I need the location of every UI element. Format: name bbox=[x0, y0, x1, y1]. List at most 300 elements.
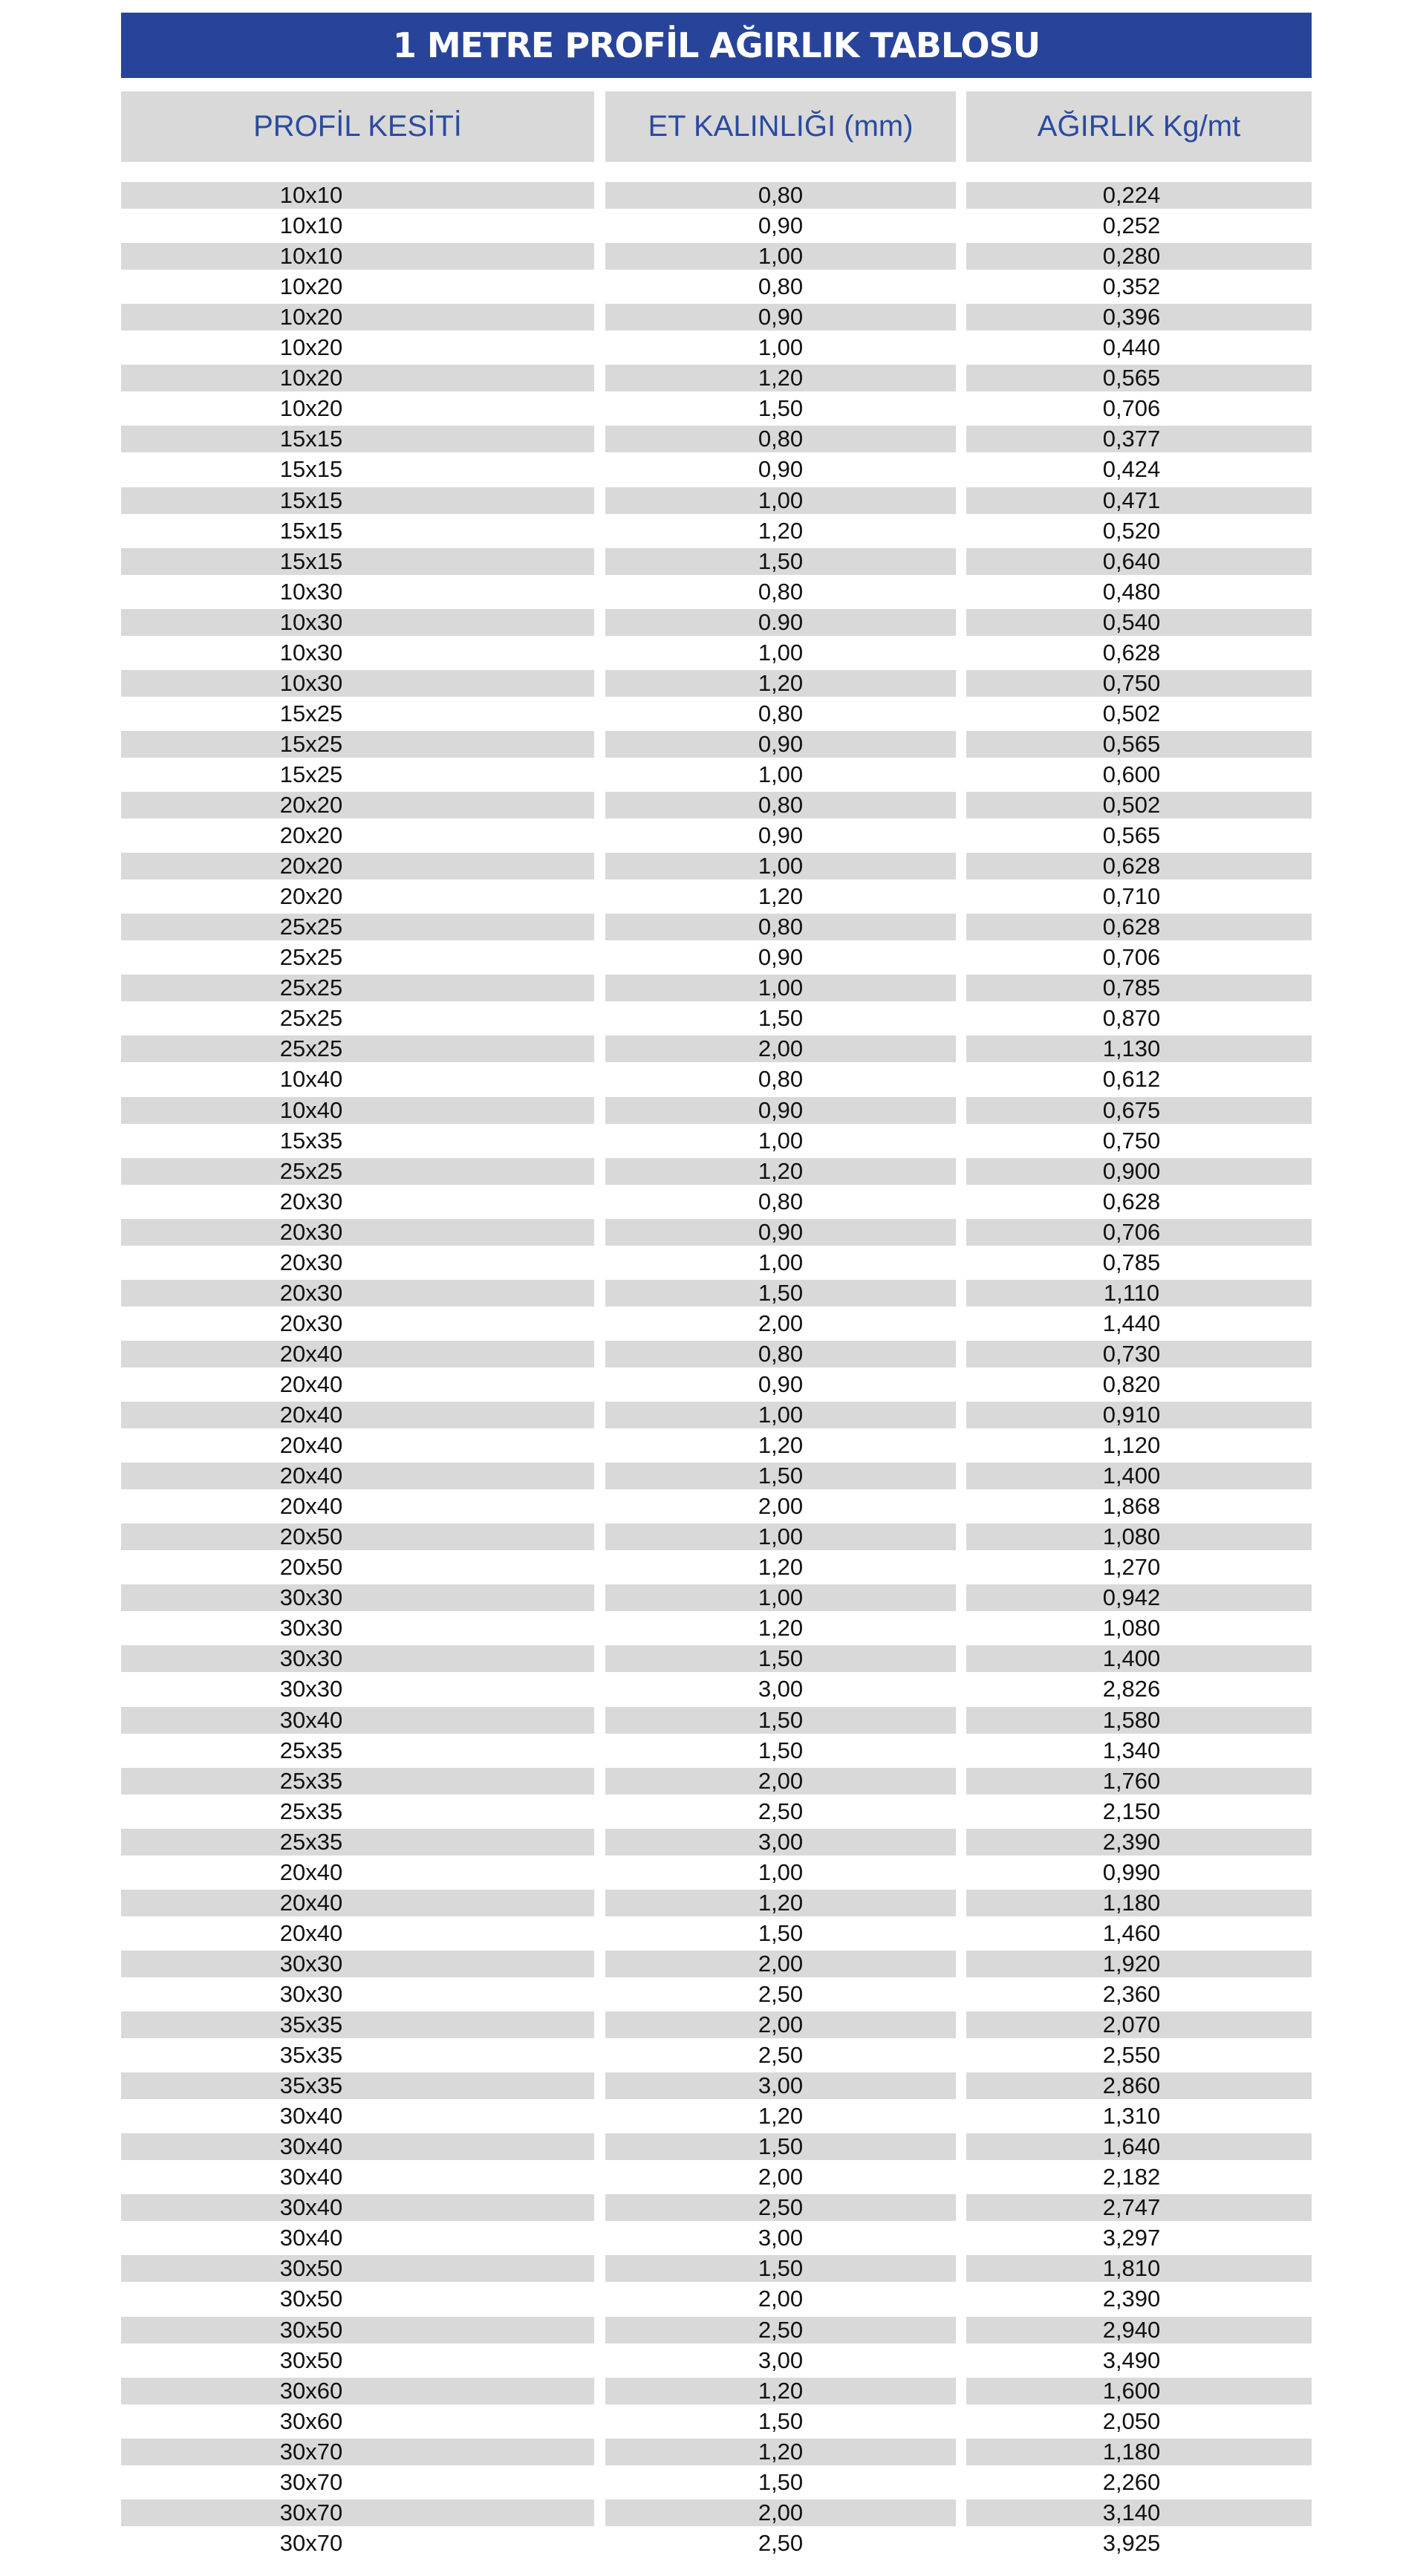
weight-cell bbox=[966, 2530, 1312, 2557]
thickness-cell bbox=[605, 182, 956, 209]
thickness-cell bbox=[605, 2255, 956, 2282]
profile-cell-text: 20x50 bbox=[279, 1554, 343, 1581]
table-row bbox=[0, 2042, 1426, 2069]
table-row bbox=[0, 731, 1426, 758]
weight-cell-text: 1,440 bbox=[1102, 1310, 1161, 1336]
thickness-cell-text: 1,50 bbox=[758, 1737, 804, 1763]
weight-cell bbox=[966, 2042, 1312, 2069]
thickness-cell bbox=[605, 1859, 956, 1886]
thickness-cell-text: 1,00 bbox=[758, 1858, 804, 1885]
profile-cell bbox=[121, 395, 594, 422]
thickness-cell-text: 3,00 bbox=[758, 1828, 804, 1855]
weight-cell bbox=[966, 395, 1312, 422]
table-row bbox=[0, 1676, 1426, 1702]
thickness-cell bbox=[605, 1432, 956, 1459]
table-row bbox=[0, 2011, 1426, 2038]
thickness-cell-text: 2,50 bbox=[758, 2316, 804, 2343]
thickness-cell bbox=[605, 609, 956, 636]
thickness-cell-text: 1,50 bbox=[758, 1005, 804, 1032]
profile-cell bbox=[121, 2255, 594, 2282]
thickness-cell bbox=[605, 1097, 956, 1124]
weight-cell bbox=[966, 1890, 1312, 1916]
profile-cell bbox=[121, 1859, 594, 1886]
weight-cell-text: 2,182 bbox=[1102, 2164, 1161, 2190]
profile-cell-text: 20x40 bbox=[279, 1340, 343, 1367]
profile-cell bbox=[121, 1829, 594, 1855]
thickness-cell-text: 1,50 bbox=[758, 2407, 804, 2434]
thickness-cell-text: 0,80 bbox=[758, 1188, 804, 1214]
weight-cell-text: 1,868 bbox=[1102, 1493, 1161, 1520]
table-row bbox=[0, 273, 1426, 300]
table-row bbox=[0, 1859, 1426, 1886]
thickness-cell bbox=[605, 1768, 956, 1795]
weight-cell-text: 0,785 bbox=[1102, 1249, 1161, 1275]
thickness-cell bbox=[605, 1493, 956, 1520]
thickness-cell bbox=[605, 1523, 956, 1550]
weight-cell bbox=[966, 2469, 1312, 2496]
table-row bbox=[0, 2225, 1426, 2251]
thickness-cell bbox=[605, 1737, 956, 1764]
profile-cell bbox=[121, 853, 594, 879]
profile-cell bbox=[121, 1128, 594, 1154]
thickness-cell-text: 2,00 bbox=[758, 2164, 804, 2190]
profile-cell-text: 30x40 bbox=[279, 2194, 343, 2221]
weight-cell bbox=[966, 456, 1312, 483]
profile-cell-text: 30x50 bbox=[279, 2316, 343, 2343]
weight-cell bbox=[966, 1523, 1312, 1550]
table-row bbox=[0, 1066, 1426, 1093]
weight-cell bbox=[966, 700, 1312, 727]
thickness-cell-text: 1,00 bbox=[758, 487, 804, 513]
weight-cell bbox=[966, 731, 1312, 758]
weight-cell-text: 0,540 bbox=[1102, 608, 1161, 635]
profile-cell bbox=[121, 1737, 594, 1764]
profile-cell bbox=[121, 761, 594, 788]
weight-cell-text: 0,706 bbox=[1102, 395, 1161, 422]
weight-cell bbox=[966, 1920, 1312, 1947]
weight-cell bbox=[966, 2133, 1312, 2160]
profile-cell bbox=[121, 1310, 594, 1337]
weight-cell-text: 0,565 bbox=[1102, 822, 1161, 849]
weight-cell-text: 1,640 bbox=[1102, 2133, 1161, 2160]
profile-cell bbox=[121, 1493, 594, 1520]
profile-cell-text: 20x30 bbox=[279, 1249, 343, 1275]
table-row bbox=[0, 1768, 1426, 1795]
table-row bbox=[0, 640, 1426, 666]
table-row bbox=[0, 548, 1426, 575]
weight-cell bbox=[966, 212, 1312, 239]
profile-cell bbox=[121, 883, 594, 910]
table-row bbox=[0, 1310, 1426, 1337]
table-row bbox=[0, 1707, 1426, 1734]
weight-cell-text: 0,710 bbox=[1102, 883, 1161, 910]
table-row bbox=[0, 1829, 1426, 1855]
thickness-cell bbox=[605, 395, 956, 422]
table-row bbox=[0, 2133, 1426, 2160]
weight-cell bbox=[966, 426, 1312, 452]
thickness-cell-text: 1,50 bbox=[758, 1279, 804, 1306]
profile-cell-text: 30x40 bbox=[279, 2164, 343, 2190]
weight-cell-text: 0,440 bbox=[1102, 334, 1161, 361]
table-row bbox=[0, 700, 1426, 727]
weight-cell-text: 0,628 bbox=[1102, 1188, 1161, 1214]
weight-cell bbox=[966, 975, 1312, 1001]
thickness-cell-text: 2,00 bbox=[758, 1310, 804, 1336]
profile-cell-text: 10x20 bbox=[279, 395, 343, 422]
weight-cell bbox=[966, 1829, 1312, 1855]
weight-cell-text: 0,377 bbox=[1102, 426, 1161, 452]
thickness-cell bbox=[605, 2133, 956, 2160]
profile-cell bbox=[121, 2286, 594, 2312]
table-row bbox=[0, 426, 1426, 452]
weight-cell bbox=[966, 2347, 1312, 2374]
profile-cell-text: 10x30 bbox=[279, 608, 343, 635]
profile-cell bbox=[121, 914, 594, 940]
profile-cell-text: 10x10 bbox=[279, 182, 343, 208]
weight-cell-text: 1,130 bbox=[1102, 1035, 1161, 1062]
profile-cell bbox=[121, 2469, 594, 2496]
weight-cell-text: 3,140 bbox=[1102, 2499, 1161, 2525]
thickness-cell-text: 1,50 bbox=[758, 547, 804, 574]
table-row bbox=[0, 1280, 1426, 1307]
profile-cell-text: 15x15 bbox=[279, 547, 343, 574]
profile-cell bbox=[121, 2133, 594, 2160]
profile-cell bbox=[121, 1188, 594, 1215]
thickness-cell-text: 1,00 bbox=[758, 639, 804, 666]
profile-cell bbox=[121, 792, 594, 819]
weight-cell-text: 1,080 bbox=[1102, 1615, 1161, 1642]
thickness-cell bbox=[605, 1584, 956, 1611]
profile-cell bbox=[121, 1554, 594, 1581]
weight-cell-text: 2,940 bbox=[1102, 2316, 1161, 2343]
thickness-cell bbox=[605, 2469, 956, 2496]
profile-cell-text: 15x35 bbox=[279, 1127, 343, 1154]
weight-cell-text: 0,706 bbox=[1102, 1218, 1161, 1245]
weight-cell bbox=[966, 1615, 1312, 1642]
weight-cell-text: 1,920 bbox=[1102, 1950, 1161, 1977]
thickness-cell-text: 0,90 bbox=[758, 1370, 804, 1397]
profile-cell-text: 15x25 bbox=[279, 730, 343, 757]
profile-cell-text: 35x35 bbox=[279, 2042, 343, 2069]
profile-cell-text: 30x50 bbox=[279, 2346, 343, 2373]
weight-cell-text: 0,870 bbox=[1102, 1005, 1161, 1032]
profile-cell bbox=[121, 975, 594, 1001]
weight-cell-text: 1,600 bbox=[1102, 2377, 1161, 2404]
table-row bbox=[0, 518, 1426, 544]
weight-cell bbox=[966, 1707, 1312, 1734]
weight-cell-text: 1,340 bbox=[1102, 1737, 1161, 1763]
table-row bbox=[0, 975, 1426, 1001]
thickness-cell bbox=[605, 426, 956, 452]
profile-cell-text: 10x20 bbox=[279, 304, 343, 331]
profile-cell-text: 20x30 bbox=[279, 1279, 343, 1306]
table-row bbox=[0, 1798, 1426, 1825]
thickness-cell bbox=[605, 1128, 956, 1154]
profile-cell bbox=[121, 1615, 594, 1642]
thickness-cell-text: 2,00 bbox=[758, 2499, 804, 2525]
profile-cell-text: 10x10 bbox=[279, 243, 343, 270]
thickness-cell-text: 2,00 bbox=[758, 2286, 804, 2312]
table-row bbox=[0, 1615, 1426, 1642]
thickness-cell-text: 0,80 bbox=[758, 914, 804, 940]
profile-cell-text: 10x30 bbox=[279, 639, 343, 666]
profile-cell bbox=[121, 273, 594, 300]
thickness-cell-text: 1,50 bbox=[758, 1919, 804, 1946]
thickness-cell bbox=[605, 1981, 956, 2008]
profile-cell-text: 15x25 bbox=[279, 700, 343, 726]
thickness-cell bbox=[605, 700, 956, 727]
weight-cell-text: 0,750 bbox=[1102, 669, 1161, 696]
thickness-cell-text: 1,00 bbox=[758, 1402, 804, 1428]
thickness-cell-text: 3,00 bbox=[758, 1676, 804, 1702]
profile-cell-text: 30x70 bbox=[279, 2468, 343, 2495]
profile-cell-text: 30x50 bbox=[279, 2286, 343, 2312]
table-row bbox=[0, 1920, 1426, 1947]
thickness-cell-text: 1,50 bbox=[758, 1706, 804, 1733]
weight-cell bbox=[966, 914, 1312, 940]
profile-cell bbox=[121, 2408, 594, 2435]
profile-cell bbox=[121, 1645, 594, 1672]
profile-cell bbox=[121, 1219, 594, 1246]
thickness-cell bbox=[605, 2317, 956, 2344]
weight-cell-text: 2,150 bbox=[1102, 1798, 1161, 1824]
thickness-cell bbox=[605, 1341, 956, 1367]
profile-cell bbox=[121, 1158, 594, 1185]
table-row bbox=[0, 1158, 1426, 1185]
thickness-cell-text: 1,50 bbox=[758, 1645, 804, 1672]
weight-cell-text: 3,490 bbox=[1102, 2346, 1161, 2373]
table-row bbox=[0, 243, 1426, 270]
thickness-cell bbox=[605, 1249, 956, 1276]
table-row bbox=[0, 1219, 1426, 1246]
profile-cell bbox=[121, 2378, 594, 2404]
thickness-cell-text: 0,80 bbox=[758, 578, 804, 605]
thickness-cell bbox=[605, 2439, 956, 2465]
table-row bbox=[0, 2439, 1426, 2465]
page-title: 1 METRE PROFİL AĞIRLIK TABLOSU bbox=[121, 13, 1312, 78]
profile-cell bbox=[121, 1097, 594, 1124]
weight-cell-text: 0,628 bbox=[1102, 914, 1161, 940]
thickness-cell-text: 1,00 bbox=[758, 1523, 804, 1550]
profile-cell-text: 15x15 bbox=[279, 517, 343, 544]
profile-cell bbox=[121, 2072, 594, 2099]
table-row bbox=[0, 2499, 1426, 2526]
weight-cell-text: 0,750 bbox=[1102, 1127, 1161, 1154]
weight-cell bbox=[966, 1097, 1312, 1124]
thickness-cell bbox=[605, 1645, 956, 1672]
thickness-cell bbox=[605, 365, 956, 391]
weight-cell-text: 0,396 bbox=[1102, 304, 1161, 331]
table-row bbox=[0, 944, 1426, 971]
profile-cell bbox=[121, 1768, 594, 1795]
profile-cell-text: 10x20 bbox=[279, 365, 343, 391]
profile-cell bbox=[121, 2164, 594, 2190]
profile-cell-text: 20x30 bbox=[279, 1188, 343, 1214]
profile-cell-text: 20x20 bbox=[279, 853, 343, 879]
thickness-cell-text: 0,80 bbox=[758, 182, 804, 208]
column-header-weight: AĞIRLIK Kg/mt bbox=[966, 91, 1312, 162]
weight-cell-text: 1,120 bbox=[1102, 1432, 1161, 1459]
table-row bbox=[0, 1493, 1426, 1520]
profile-cell-text: 20x40 bbox=[279, 1919, 343, 1946]
thickness-cell bbox=[605, 1463, 956, 1489]
weight-cell-text: 2,360 bbox=[1102, 1980, 1161, 2007]
thickness-cell-text: 2,50 bbox=[758, 1980, 804, 2007]
profile-cell-text: 10x40 bbox=[279, 1096, 343, 1123]
profile-cell-text: 20x40 bbox=[279, 1463, 343, 1489]
weight-cell bbox=[966, 1035, 1312, 1062]
thickness-cell bbox=[605, 487, 956, 514]
weight-cell bbox=[966, 2408, 1312, 2435]
profile-cell-text: 25x25 bbox=[279, 944, 343, 971]
thickness-cell bbox=[605, 1920, 956, 1947]
weight-cell-text: 0,942 bbox=[1102, 1584, 1161, 1611]
weight-cell-text: 0,628 bbox=[1102, 853, 1161, 879]
weight-cell bbox=[966, 2317, 1312, 2344]
weight-cell-text: 1,760 bbox=[1102, 1767, 1161, 1794]
profile-cell-text: 25x35 bbox=[279, 1737, 343, 1763]
table-row bbox=[0, 2194, 1426, 2221]
thickness-cell-text: 1,50 bbox=[758, 2133, 804, 2160]
profile-cell bbox=[121, 1371, 594, 1398]
table-row bbox=[0, 761, 1426, 788]
weight-cell bbox=[966, 822, 1312, 849]
thickness-cell bbox=[605, 1829, 956, 1855]
weight-cell-text: 3,925 bbox=[1102, 2529, 1161, 2556]
profile-cell bbox=[121, 609, 594, 636]
profile-cell bbox=[121, 2042, 594, 2069]
thickness-cell-text: 1,20 bbox=[758, 669, 804, 696]
weight-cell-text: 0,640 bbox=[1102, 547, 1161, 574]
thickness-cell-text: 0,90 bbox=[758, 456, 804, 483]
weight-cell bbox=[966, 243, 1312, 270]
table-row bbox=[0, 1981, 1426, 2008]
weight-cell-text: 0,520 bbox=[1102, 517, 1161, 544]
weight-cell-text: 2,826 bbox=[1102, 1676, 1161, 1702]
thickness-cell bbox=[605, 761, 956, 788]
profile-cell bbox=[121, 2347, 594, 2374]
thickness-cell-text: 0,90 bbox=[758, 1218, 804, 1245]
profile-cell-text: 30x30 bbox=[279, 1676, 343, 1702]
thickness-cell bbox=[605, 2225, 956, 2251]
profile-cell bbox=[121, 487, 594, 514]
weight-cell-text: 1,180 bbox=[1102, 2438, 1161, 2465]
thickness-cell-text: 1,00 bbox=[758, 243, 804, 270]
profile-cell bbox=[121, 1951, 594, 1977]
weight-cell-text: 2,550 bbox=[1102, 2042, 1161, 2069]
thickness-cell-text: 2,50 bbox=[758, 1798, 804, 1824]
profile-cell bbox=[121, 334, 594, 361]
weight-cell-text: 1,400 bbox=[1102, 1645, 1161, 1672]
thickness-cell bbox=[605, 2530, 956, 2557]
weight-cell bbox=[966, 1951, 1312, 1977]
thickness-cell-text: 2,00 bbox=[758, 1950, 804, 1977]
thickness-cell bbox=[605, 456, 956, 483]
table-row bbox=[0, 1463, 1426, 1489]
thickness-cell-text: 0,90 bbox=[758, 1096, 804, 1123]
weight-cell bbox=[966, 1158, 1312, 1185]
profile-cell bbox=[121, 1066, 594, 1093]
weight-cell-text: 0,900 bbox=[1102, 1157, 1161, 1184]
profile-cell-text: 15x15 bbox=[279, 487, 343, 513]
weight-cell bbox=[966, 1676, 1312, 1702]
profile-cell-text: 25x25 bbox=[279, 914, 343, 940]
thickness-cell-text: 1,50 bbox=[758, 2468, 804, 2495]
profile-cell bbox=[121, 1341, 594, 1367]
weight-cell-text: 0,565 bbox=[1102, 365, 1161, 391]
profile-cell bbox=[121, 822, 594, 849]
column-header-profile: PROFİL KESİTİ bbox=[121, 91, 594, 162]
table-row bbox=[0, 883, 1426, 910]
thickness-cell bbox=[605, 1676, 956, 1702]
profile-cell bbox=[121, 1463, 594, 1489]
profile-cell-text: 30x30 bbox=[279, 1980, 343, 2007]
thickness-cell-text: 1,20 bbox=[758, 365, 804, 391]
thickness-cell bbox=[605, 792, 956, 819]
table-row bbox=[0, 1737, 1426, 1764]
thickness-cell-text: 0,90 bbox=[758, 944, 804, 971]
weight-cell-text: 1,270 bbox=[1102, 1554, 1161, 1581]
table-row bbox=[0, 1554, 1426, 1581]
table-row bbox=[0, 304, 1426, 331]
thickness-cell-text: 1,20 bbox=[758, 517, 804, 544]
table-row bbox=[0, 1951, 1426, 1977]
thickness-cell bbox=[605, 273, 956, 300]
thickness-cell-text: 1,00 bbox=[758, 975, 804, 1001]
thickness-cell-text: 1,20 bbox=[758, 1615, 804, 1642]
profile-cell-text: 25x35 bbox=[279, 1767, 343, 1794]
table-row bbox=[0, 792, 1426, 819]
profile-cell bbox=[121, 2194, 594, 2221]
table-row bbox=[0, 1249, 1426, 1276]
profile-cell-text: 25x35 bbox=[279, 1798, 343, 1824]
column-header-thickness: ET KALINLIĞI (mm) bbox=[605, 91, 956, 162]
weight-cell bbox=[966, 2103, 1312, 2130]
table-row bbox=[0, 334, 1426, 361]
weight-cell bbox=[966, 1402, 1312, 1428]
thickness-cell bbox=[605, 883, 956, 910]
table-row bbox=[0, 2286, 1426, 2312]
weight-cell-text: 1,080 bbox=[1102, 1523, 1161, 1550]
thickness-cell bbox=[605, 1188, 956, 1215]
weight-cell bbox=[966, 1584, 1312, 1611]
weight-cell bbox=[966, 1128, 1312, 1154]
table-row bbox=[0, 822, 1426, 849]
weight-cell-text: 2,050 bbox=[1102, 2407, 1161, 2434]
table-row bbox=[0, 1432, 1426, 1459]
table-row bbox=[0, 1005, 1426, 1032]
table-row bbox=[0, 1341, 1426, 1367]
profile-cell bbox=[121, 456, 594, 483]
weight-cell-text: 0,502 bbox=[1102, 792, 1161, 818]
thickness-cell bbox=[605, 2408, 956, 2435]
weight-cell bbox=[966, 518, 1312, 544]
profile-cell bbox=[121, 1005, 594, 1032]
table-row bbox=[0, 2469, 1426, 2496]
profile-cell bbox=[121, 1035, 594, 1062]
profile-cell-text: 20x20 bbox=[279, 792, 343, 818]
thickness-cell-text: 2,50 bbox=[758, 2042, 804, 2069]
weight-cell-text: 0,675 bbox=[1102, 1096, 1161, 1123]
weight-cell bbox=[966, 2164, 1312, 2190]
weight-cell-text: 0,471 bbox=[1102, 487, 1161, 513]
weight-cell-text: 2,070 bbox=[1102, 2011, 1161, 2037]
weight-cell bbox=[966, 304, 1312, 331]
profile-cell-text: 25x25 bbox=[279, 1157, 343, 1184]
weight-cell-text: 2,260 bbox=[1102, 2468, 1161, 2495]
profile-cell-text: 10x10 bbox=[279, 212, 343, 239]
table-row bbox=[0, 487, 1426, 514]
